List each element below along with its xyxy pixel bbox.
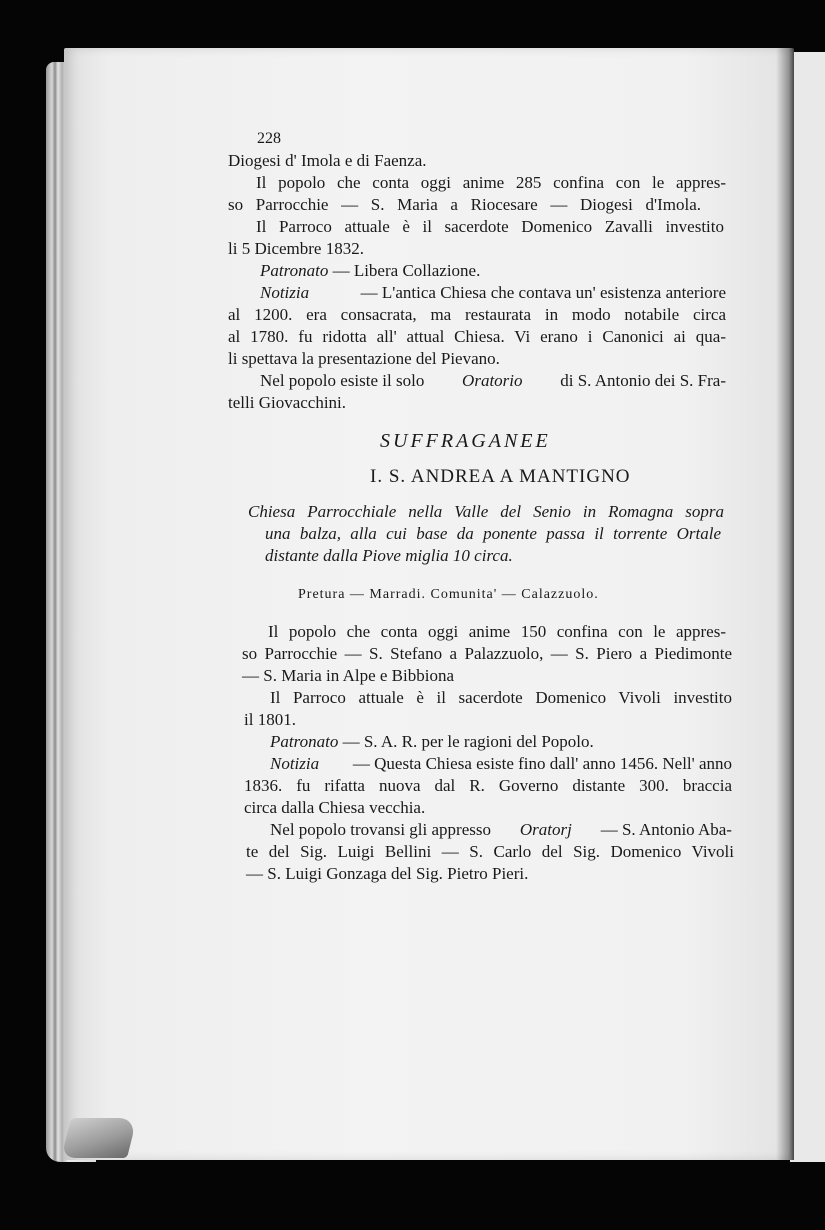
section-heading: SUFFRAGANEE [380,430,551,452]
text-line: Il popolo che conta oggi anime 285 confina con le appres- [256,173,726,192]
text-line: 1836. fu rifatta nuova dal R. Governo distante 300. braccia [244,776,732,795]
oratorio-line [260,370,726,392]
patronato-label: Patronato [270,732,339,751]
text-line: Il Parroco attuale è il sacerdote Domenico Zavalli investito [256,217,724,236]
description-line: una balza, alla cui base da ponente passa il torrente Ortale [265,524,721,543]
text-line: Diogesi d' Imola e di Faenza. [228,151,427,170]
oratorio-label: Oratorio [462,371,523,390]
description-line: Chiesa Parrocchiale nella Valle del Senio in Romagna sopra [248,502,724,521]
text-line: so Parrocchie — S. Maria a Riocesare — Diogesi d'Imola. [228,195,701,214]
notizia-text: — Questa Chiesa esiste fino dall' anno 1456. Nell' anno [352,754,732,773]
text-line: — S. Luigi Gonzaga del Sig. Pietro Pieri. [246,864,529,883]
text-line: al 1780. fu ridotta all' attual Chiesa. Vi erano i Canonici ai qua- [228,327,726,346]
text-line: — S. Maria in Alpe e Bibbiona [242,666,455,685]
text-line: il 1801. [244,710,296,729]
patronato-line [270,731,594,753]
text-line: circa dalla Chiesa vecchia. [244,798,426,817]
jurisdiction-line: Pretura — Marradi. Comunita' — Calazzuolo. [298,587,599,602]
notizia-text: — L'antica Chiesa che contava un' esistenza anteriore [360,283,726,302]
notizia-label: Notizia [270,754,320,773]
text-line: al 1200. era consacrata, ma restaurata in modo notabile circa [228,305,726,324]
patronato-text: — S. A. R. per le ragioni del Popolo. [342,732,594,751]
oratorio-line [270,819,732,841]
oratorio-text-after: — S. Antonio Aba- [600,820,732,839]
oratorio-label: Oratorj [519,820,572,839]
description-line: distante dalla Piove miglia 10 circa. [265,546,513,565]
notizia-line [270,753,732,775]
text-line: li spettava la presentazione del Pievano. [228,349,500,368]
oratorio-text-before: Nel popolo esiste il solo [260,371,425,390]
patronato-label: Patronato [260,261,329,280]
oratorio-text-before: Nel popolo trovansi gli appresso [270,820,491,839]
text-line: te del Sig. Luigi Bellini — S. Carlo del Sig. Domenico Vivoli [246,842,734,861]
text-line: Il Parroco attuale è il sacerdote Domenico Vivoli investito [270,688,732,707]
notizia-line [260,282,726,304]
text-line: so Parrocchie — S. Stefano a Palazzuolo, — S. Piero a Piedimonte [242,644,732,663]
page-number: 228 [257,130,281,147]
patronato-line [260,260,480,282]
notizia-label: Notizia [260,283,310,302]
text-line: telli Giovacchini. [228,393,347,412]
oratorio-text-after: di S. Antonio dei S. Fra- [560,371,726,390]
text-line: Il popolo che conta oggi anime 150 confina con le appres- [268,622,726,641]
patronato-text: — Libera Collazione. [332,261,481,280]
text-line: li 5 Dicembre 1832. [228,239,364,258]
entry-title: I. S. ANDREA A MANTIGNO [370,466,631,487]
